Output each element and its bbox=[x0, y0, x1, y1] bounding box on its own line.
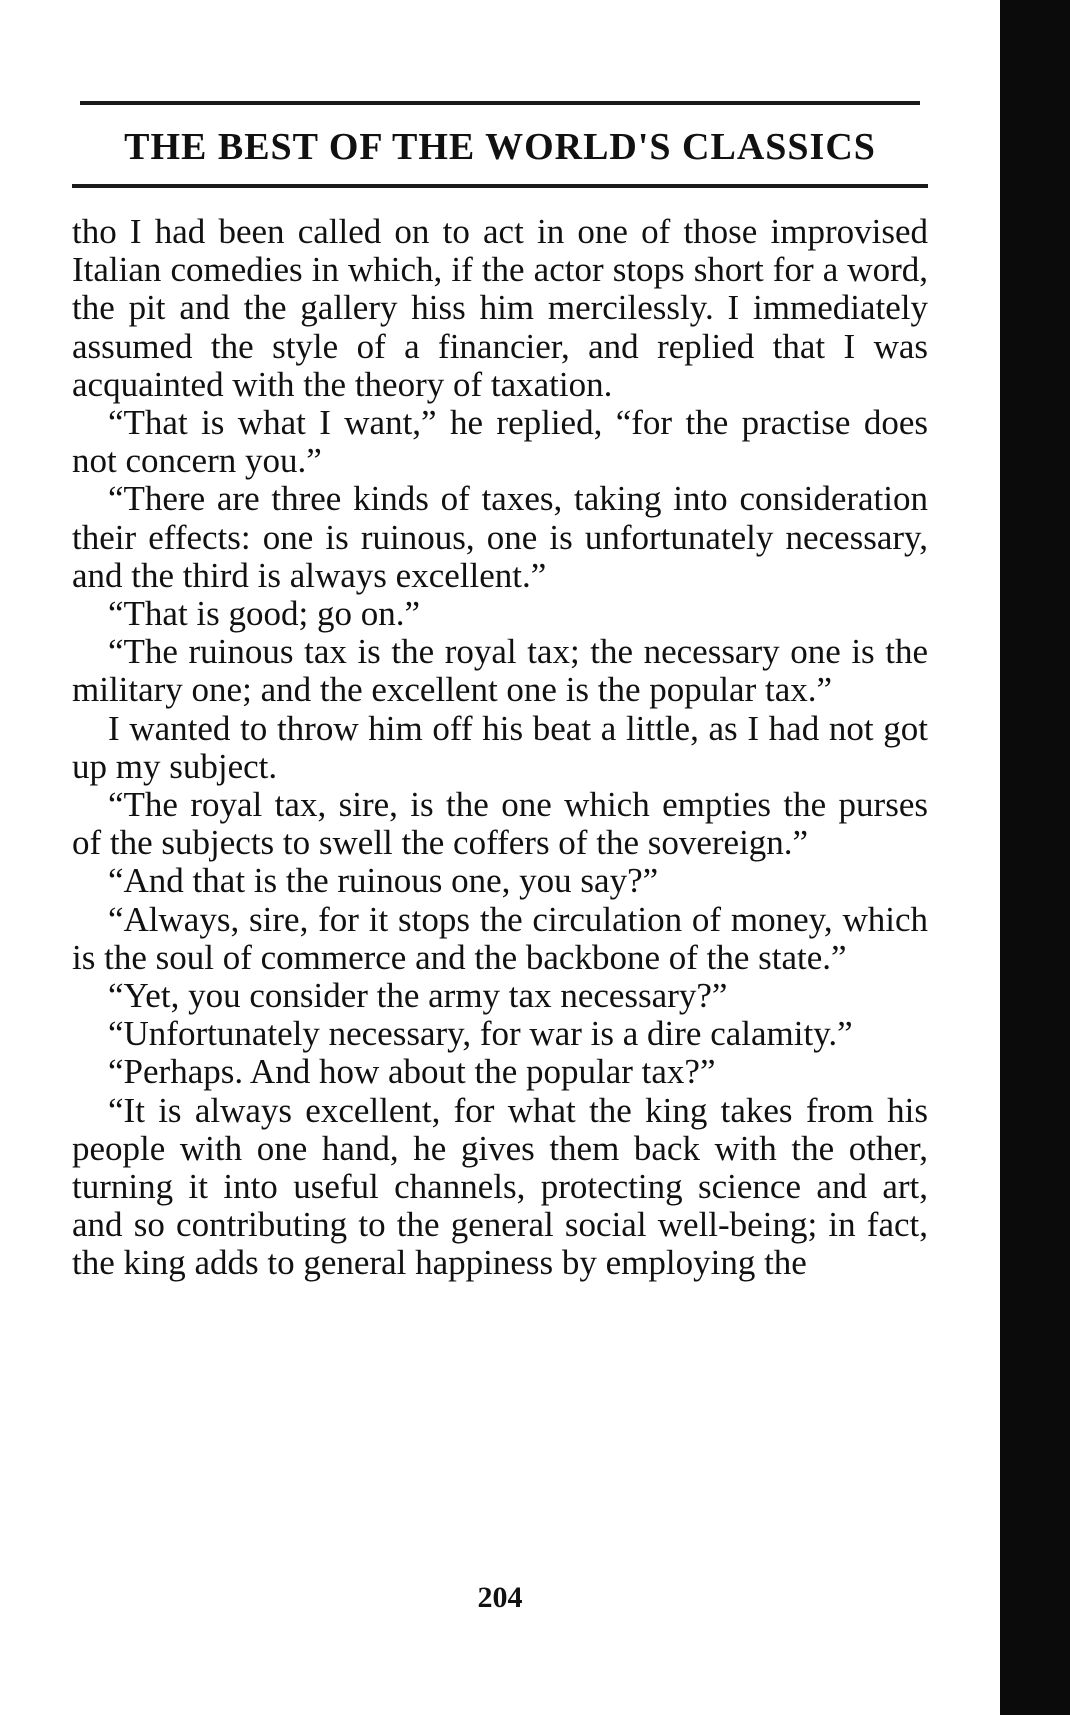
header-top-rule bbox=[80, 101, 920, 105]
paragraph: “It is always excellent, for what the king takes from his people with one hand, he gives them back with the other, turning it into useful channels, protecting science and art, and so contributing to the general social well-being; in fact, the king adds to general happiness by employing the bbox=[72, 1090, 928, 1283]
paragraph: “Perhaps. And how about the popular tax?” bbox=[108, 1052, 716, 1092]
paragraph: “Unfortunately necessary, for war is a dire calamity.” bbox=[108, 1014, 853, 1054]
paragraph: “There are three kinds of taxes, taking into consideration their effects: one is ruinous, one is unfortunately necessary, and the third is always excellent.” bbox=[72, 479, 928, 595]
paragraph: “That is good; go on.” bbox=[108, 594, 421, 634]
header-bottom-rule bbox=[72, 184, 928, 188]
running-header: THE BEST OF THE WORLD'S CLASSICS bbox=[124, 126, 876, 168]
paragraph: “The ruinous tax is the royal tax; the necessary one is the military one; and the excellent one is the popular tax.” bbox=[72, 632, 928, 710]
page-number: 204 bbox=[477, 1581, 523, 1614]
paragraph: I wanted to throw him off his beat a little, as I had not got up my subject. bbox=[72, 708, 928, 786]
book-spine-shadow bbox=[1000, 0, 1070, 1715]
page-body bbox=[72, 213, 928, 1283]
paragraph: “Always, sire, for it stops the circulation of money, which is the soul of commerce and the backbone of the state.” bbox=[72, 899, 928, 977]
paragraph: tho I had been called on to act in one of those improvised Italian comedies in which, if the actor stops short for a word, the pit and the gallery hiss him mercilessly. I immediately assumed the style of a financier, and replied that I was acquainted with the theory of taxation. bbox=[72, 212, 928, 404]
paragraph: “And that is the ruinous one, you say?” bbox=[108, 861, 659, 901]
paragraph: “That is what I want,” he replied, “for the practise does not concern you.” bbox=[72, 403, 928, 481]
paragraph: “The royal tax, sire, is the one which empties the purses of the subjects to swell the coffers of the sovereign.” bbox=[72, 785, 928, 863]
paragraph: “Yet, you consider the army tax necessary?” bbox=[108, 976, 728, 1016]
